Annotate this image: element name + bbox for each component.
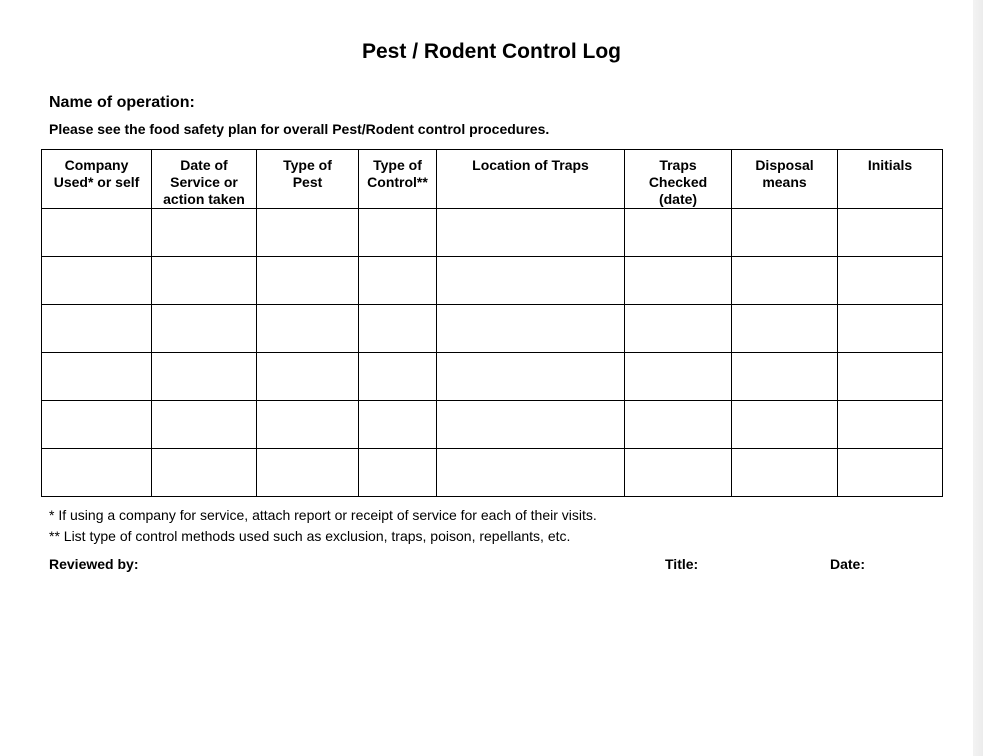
header-disposal-means: Disposal means: [732, 150, 838, 209]
table-cell[interactable]: [152, 353, 257, 401]
instructions-text: Please see the food safety plan for overall Pest/Rodent control procedures.: [49, 121, 550, 137]
table-cell[interactable]: [732, 209, 838, 257]
table-cell[interactable]: [152, 449, 257, 497]
header-traps-checked: Traps Checked (date): [625, 150, 732, 209]
pest-control-log-table: [41, 149, 943, 497]
table-cell[interactable]: [437, 209, 625, 257]
table-cell[interactable]: [437, 257, 625, 305]
table-row: [42, 209, 943, 257]
table-cell[interactable]: [838, 209, 943, 257]
table-row: [42, 257, 943, 305]
table-cell[interactable]: [42, 305, 152, 353]
table-cell[interactable]: [838, 353, 943, 401]
table-cell[interactable]: [437, 401, 625, 449]
table-row: [42, 353, 943, 401]
table-cell[interactable]: [257, 401, 359, 449]
table-cell[interactable]: [359, 257, 437, 305]
header-location-of-traps: Location of Traps: [437, 150, 625, 209]
table-cell[interactable]: [437, 353, 625, 401]
table-cell[interactable]: [42, 353, 152, 401]
header-type-of-control: Type of Control**: [359, 150, 437, 209]
signature-title-label: Title:: [665, 556, 699, 572]
table-cell[interactable]: [625, 305, 732, 353]
table-cell[interactable]: [42, 257, 152, 305]
footnote-company: * If using a company for service, attach report or receipt of service for each of their visits.: [49, 507, 597, 523]
table-cell[interactable]: [732, 257, 838, 305]
table-cell[interactable]: [437, 449, 625, 497]
table-cell[interactable]: [732, 401, 838, 449]
header-company-used: Company Used* or self: [42, 150, 152, 209]
table-cell[interactable]: [257, 353, 359, 401]
table-row: [42, 305, 943, 353]
table-cell[interactable]: [359, 305, 437, 353]
table-cell[interactable]: [625, 401, 732, 449]
page-edge-shadow: [973, 0, 983, 756]
table-row: [42, 401, 943, 449]
table-cell[interactable]: [625, 353, 732, 401]
signature-date-label: Date:: [830, 556, 866, 572]
table-cell[interactable]: [359, 449, 437, 497]
table-cell[interactable]: [257, 449, 359, 497]
table-cell[interactable]: [152, 257, 257, 305]
table-cell[interactable]: [437, 305, 625, 353]
footnote-control: ** List type of control methods used such as exclusion, traps, poison, repellants, etc.: [49, 528, 571, 544]
table-row: [42, 449, 943, 497]
table-cell[interactable]: [152, 209, 257, 257]
table-cell[interactable]: [359, 209, 437, 257]
table-cell[interactable]: [732, 353, 838, 401]
table-cell[interactable]: [359, 401, 437, 449]
page-title: Pest / Rodent Control Log: [362, 40, 621, 63]
table-cell[interactable]: [838, 401, 943, 449]
table-cell[interactable]: [625, 257, 732, 305]
header-initials: Initials: [838, 150, 943, 209]
table-cell[interactable]: [152, 401, 257, 449]
table-cell[interactable]: [257, 257, 359, 305]
table-cell[interactable]: [42, 449, 152, 497]
table-cell[interactable]: [42, 209, 152, 257]
table-cell[interactable]: [359, 353, 437, 401]
table-cell[interactable]: [732, 449, 838, 497]
table-cell[interactable]: [257, 209, 359, 257]
table-cell[interactable]: [838, 449, 943, 497]
table-cell[interactable]: [152, 305, 257, 353]
header-date-of-service: Date of Service or action taken: [152, 150, 257, 209]
table-cell[interactable]: [42, 401, 152, 449]
table-cell[interactable]: [838, 257, 943, 305]
operation-name-label: Name of operation:: [49, 94, 195, 111]
table-cell[interactable]: [625, 449, 732, 497]
table-header-row: [42, 150, 943, 209]
table-cell[interactable]: [838, 305, 943, 353]
header-type-of-pest: Type of Pest: [257, 150, 359, 209]
table-cell[interactable]: [625, 209, 732, 257]
reviewed-by-label: Reviewed by:: [49, 556, 139, 572]
table-body: [42, 209, 943, 497]
table-cell[interactable]: [257, 305, 359, 353]
table-cell[interactable]: [732, 305, 838, 353]
